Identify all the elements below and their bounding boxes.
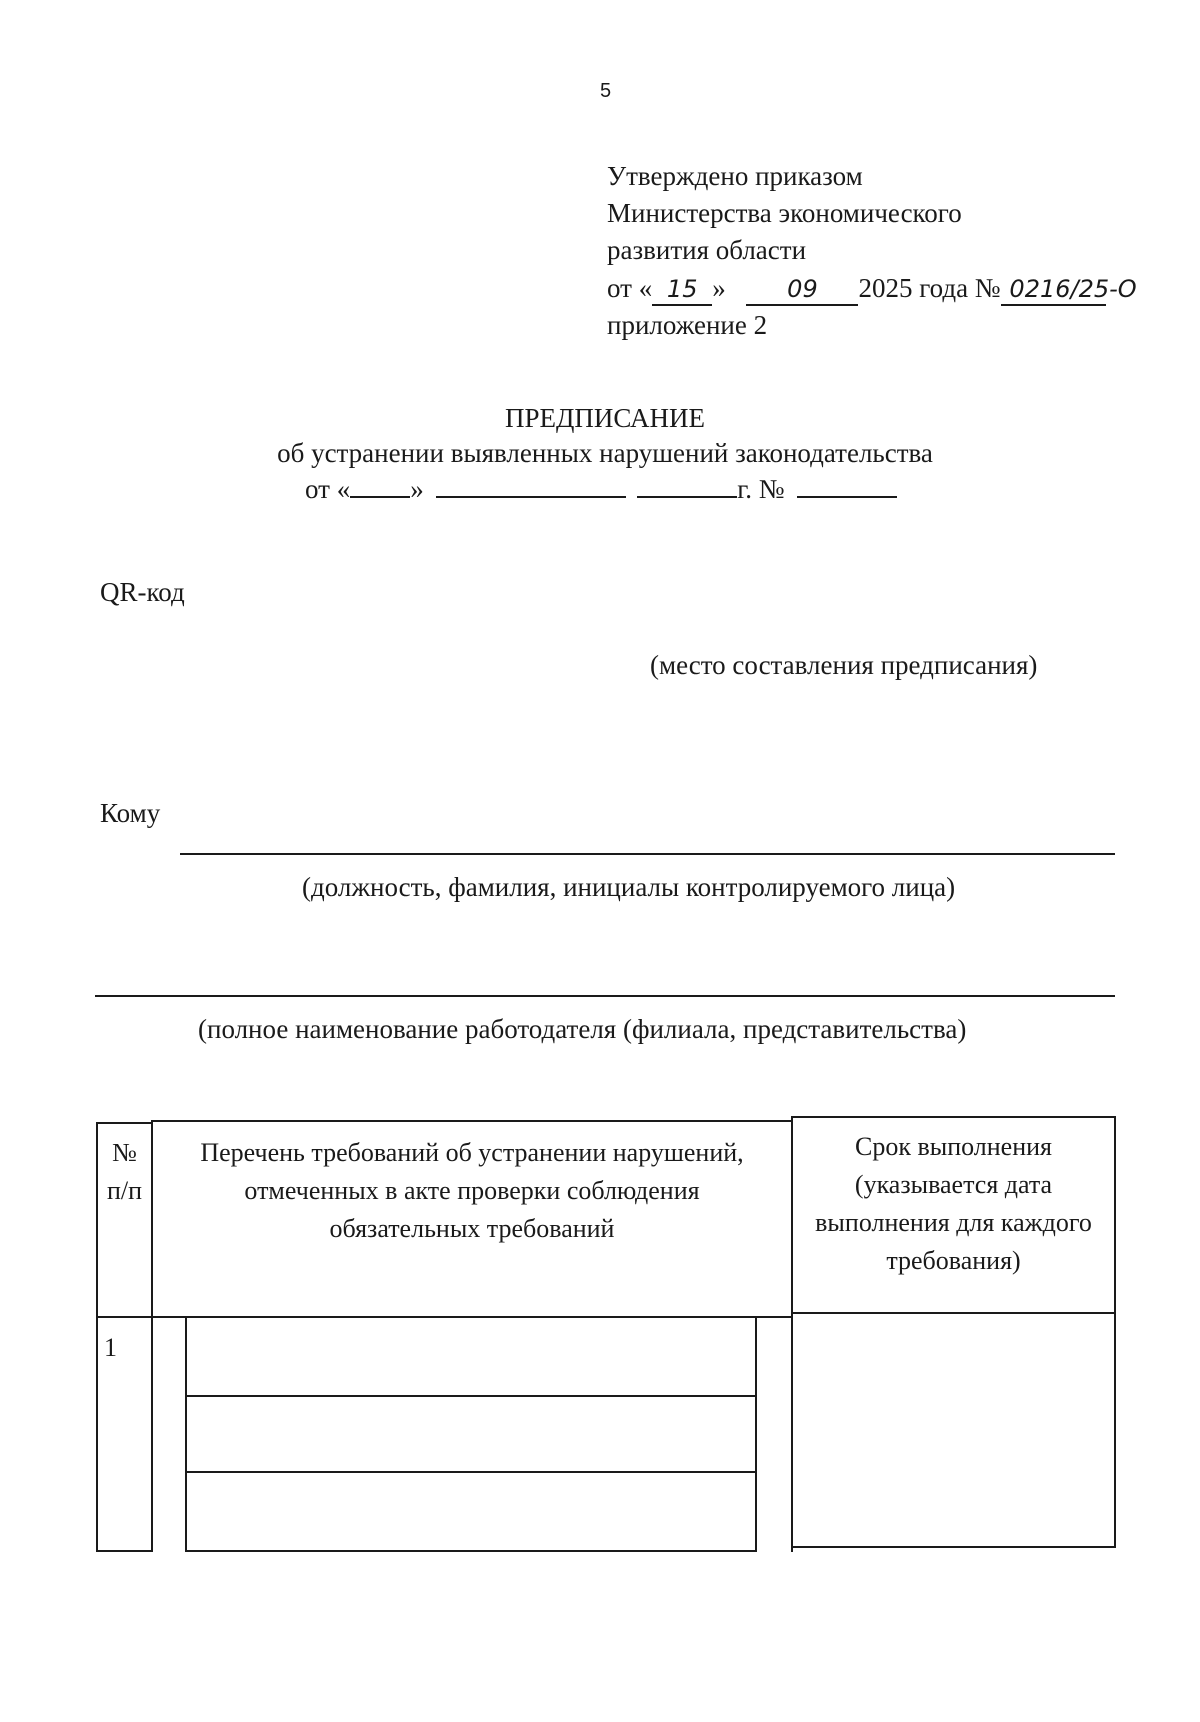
table-header-number-text: № п/п <box>106 1138 143 1205</box>
approval-line-1: Утверждено приказом <box>607 161 863 191</box>
approval-date-line <box>607 275 1146 302</box>
approval-day-handwritten: 15 <box>652 277 712 301</box>
requirement-subrow-1 <box>185 1316 757 1397</box>
approval-appendix: приложение 2 <box>607 310 768 340</box>
table-row-1-number: 1 <box>104 1333 117 1362</box>
qr-code-label: QR-код <box>100 577 185 607</box>
approval-year-text: 2025 года № <box>858 273 1001 303</box>
page-number: 5 <box>600 80 612 102</box>
person-caption: (должность, фамилия, инициалы контролируемого лица) <box>302 872 956 902</box>
approval-order-number-handwritten: 0216/25-О <box>1001 277 1146 301</box>
table-header-deadline-text: Срок выполнения (указывается дата выполнения для каждого требования) <box>815 1132 1092 1275</box>
approval-from-prefix: от « <box>607 273 653 303</box>
approval-month-handwritten: 09 <box>746 277 858 301</box>
approval-line-2: Министерства экономического <box>607 198 962 228</box>
date-number-blank <box>797 476 897 498</box>
employer-line <box>95 995 1115 997</box>
approval-quote-close: » <box>712 273 726 303</box>
table-header-requirements-text: Перечень требований об устранении нарушений, отмеченных в акте проверки соблюдения обязательных требований <box>200 1138 744 1243</box>
date-year-blank <box>637 476 737 498</box>
person-line <box>180 853 1115 855</box>
requirement-subrow-3 <box>185 1471 757 1552</box>
employer-caption: (полное наименование работодателя (филиала, представительства) <box>198 1014 967 1044</box>
date-year-number-label: г. № <box>737 474 785 504</box>
table-row-1-deadline-cell <box>791 1312 1116 1548</box>
to-label: Кому <box>100 798 161 828</box>
document-title: ПРЕДПИСАНИЕ <box>504 403 706 433</box>
date-month-blank <box>436 476 626 498</box>
date-day-blank <box>350 476 410 498</box>
date-prefix: от « <box>305 474 351 504</box>
place-caption: (место составления предписания) <box>650 650 1038 680</box>
document-date-line <box>305 476 897 503</box>
approval-line-3: развития области <box>607 235 807 265</box>
date-quote-close: » <box>410 474 424 504</box>
requirement-subrow-2 <box>185 1395 757 1473</box>
document-subtitle: об устранении выявленных нарушений законодательства <box>277 438 933 468</box>
